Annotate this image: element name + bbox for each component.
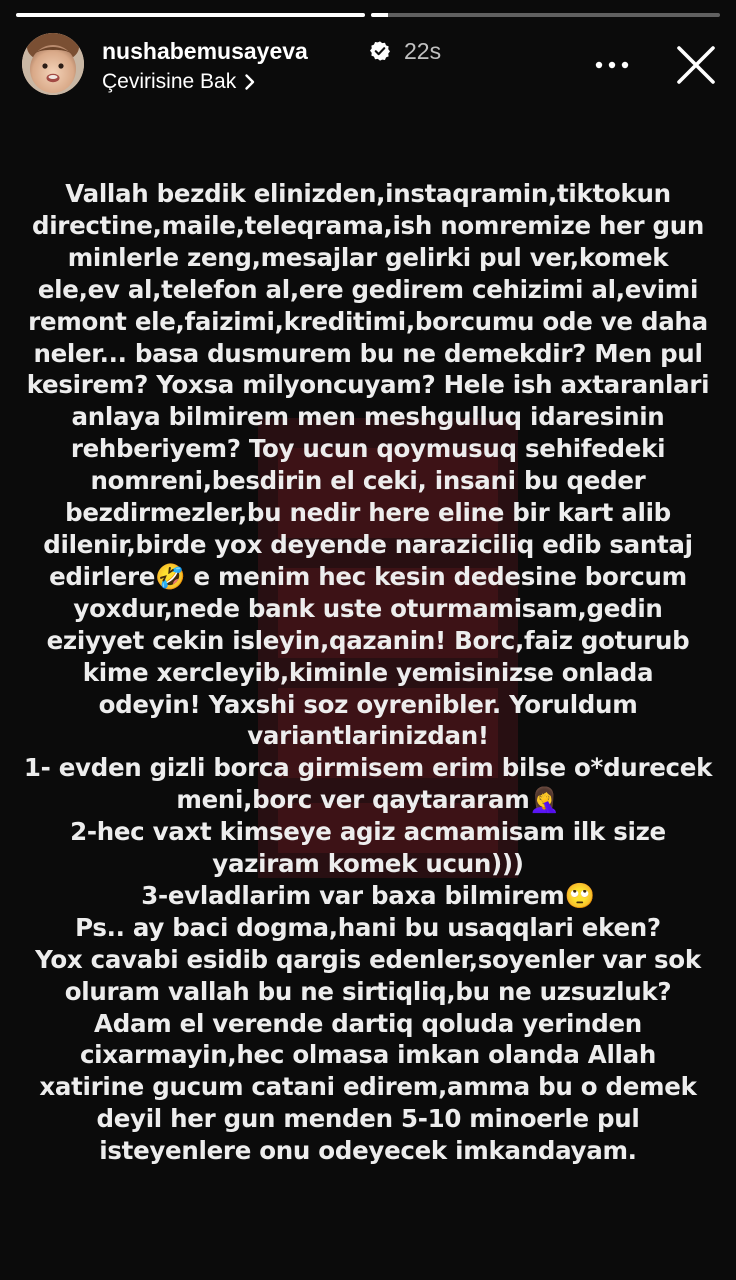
story-text-line: kime xercleyib,kiminle yemisinizse onlada: [82, 657, 654, 687]
story-text-line: eziyyet cekin isleyin,qazanin! Borc,faiz goturub: [46, 625, 690, 655]
story-text-line: yoxdur,nede bank uste oturmamisam,gedin: [73, 593, 663, 623]
story-text-line: xatirine gucum catani edirem,amma bu o demek: [39, 1072, 697, 1102]
story-text-line: cixarmayin,hec olmasa imkan olanda Allah: [79, 1040, 657, 1070]
avatar[interactable]: [22, 33, 84, 95]
post-time: 22s: [404, 38, 442, 64]
chevron-right-icon: [244, 73, 256, 91]
progress-fill: [16, 13, 365, 17]
story-progress-segment-2: [371, 13, 720, 17]
story-text-line: remont ele,faizimi,kreditimi,borcumu ode ve daha: [28, 306, 708, 336]
story-text-line: dilenir,birde yox deyende naraziciliq edib santaj: [43, 529, 693, 559]
close-icon: [674, 43, 718, 87]
story-text-line: variantlarinizdan!: [247, 721, 489, 751]
story-text-line: rehberiyem? Toy ucun qoymusuq sehifedeki: [70, 434, 666, 464]
story-text-line: 2-hec vaxt kimseye agiz acmamisam ilk size: [70, 817, 666, 847]
username[interactable]: nushabemusayeva: [102, 38, 308, 64]
story-header: [22, 33, 720, 95]
verified-badge-icon: [369, 40, 391, 62]
translate-link[interactable]: [102, 70, 256, 94]
story-text-line: kesirem? Yoxsa milyoncuyam? Hele ish axtaranlari: [26, 370, 710, 400]
story-text-line: 3-evladlarim var baxa bilmirem🙄: [141, 880, 595, 910]
more-options-icon: [595, 61, 629, 69]
story-text-line: deyil her gun menden 5-10 minoerle pul: [96, 1104, 640, 1134]
story-text-line: yaziram komek ucun))): [212, 849, 524, 879]
story-text-line: Ps.. ay baci dogma,hani bu usaqqlari eken?: [75, 912, 661, 942]
story-text-line: Vallah bezdik elinizden,instaqramin,tiktokun: [65, 179, 671, 208]
close-button[interactable]: [674, 43, 718, 87]
story-text-line: ele,ev al,telefon al,ere gedirem cehizimi al,evimi: [37, 274, 699, 304]
story-text: [10, 178, 726, 1167]
story-text-line: neler... basa dusmurem bu ne demekdir? Men pul: [33, 338, 703, 368]
story-text-line: directine,maile,teleqrama,ish nomremize her gun: [31, 210, 705, 240]
story-text-line: meni,borc ver qaytararam🤦‍♀️: [176, 785, 560, 815]
story-text-line: odeyin! Yaxshi soz oyrenibler. Yoruldum: [98, 689, 638, 719]
progress-fill: [371, 13, 388, 17]
more-options-button[interactable]: [594, 53, 630, 77]
story-text-line: isteyenlere onu odeyecek imkandayam.: [99, 1136, 637, 1166]
story-text-line: 1- evden gizli borca girmisem erim bilse o*durecek: [23, 753, 713, 783]
profile-photo-icon: [22, 33, 84, 95]
story-progress-bar: [16, 13, 720, 17]
story-text-line: minlerle zeng,mesajlar gelirki pul ver,komek: [67, 242, 669, 272]
story-text-line: edirlere🤣 e menim hec kesin dedesine borcum: [49, 561, 687, 591]
story-text-line: Adam el verende dartiq qoluda yerinden: [94, 1008, 642, 1038]
story-text-line: oluram vallah bu ne sirtiqliq,bu ne uzsuzluk?: [64, 976, 672, 1006]
story-text-line: bezdirmezler,bu nedir here eline bir kart alib: [65, 498, 671, 528]
story-text-line: anlaya bilmirem men meshgulluq idaresinin: [71, 402, 665, 432]
story-text-line: Yox cavabi esidib qargis edenler,soyenler var sok: [35, 944, 701, 974]
story-text-line: nomreni,besdirin el ceki, insani bu qeder: [90, 466, 646, 496]
story-progress-segment-1: [16, 13, 365, 17]
translate-label: Çevirisine Bak: [102, 70, 237, 93]
